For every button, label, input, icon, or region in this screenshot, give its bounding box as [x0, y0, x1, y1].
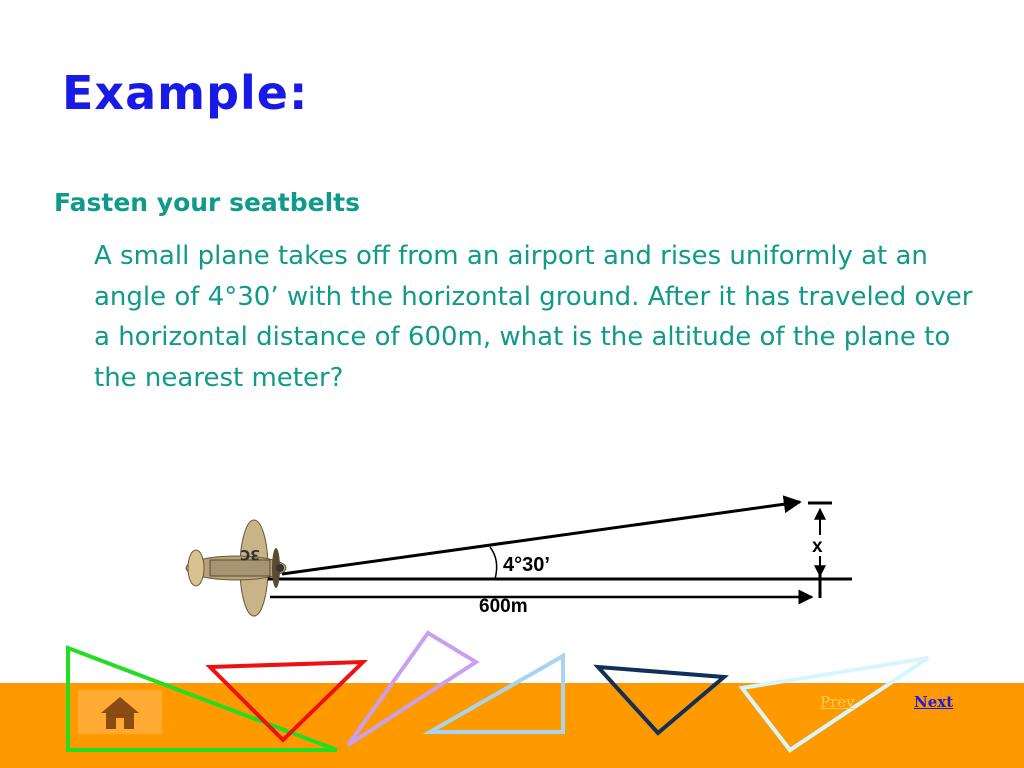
angle-arc [490, 547, 497, 579]
navy-triangle [598, 667, 724, 733]
next-link[interactable]: Next [914, 693, 954, 711]
angle-label: 4°30’ [503, 554, 550, 576]
slide-title: Example: [62, 66, 309, 120]
red-triangle [210, 662, 363, 740]
light-blue-triangle [430, 656, 563, 732]
prev-link[interactable]: Prev [820, 693, 855, 711]
distance-label: 600m [479, 596, 528, 617]
problem-text: A small plane takes off from an airport and rises uniformly at an angle of 4°30’ with the horizontal ground. After it has traveled over a horizontal distance of 600m, what is the altitude of the plane to the nearest meter? [94, 241, 973, 393]
house-icon [101, 697, 139, 729]
trig-diagram [268, 502, 852, 617]
plane-markings: 3C [239, 546, 260, 562]
biplane-image [186, 520, 286, 616]
altitude-label: x [812, 536, 823, 557]
decorative-triangles [68, 633, 928, 750]
slide-subtitle: Fasten your seatbelts [54, 188, 360, 217]
lavender-triangle [348, 633, 476, 745]
